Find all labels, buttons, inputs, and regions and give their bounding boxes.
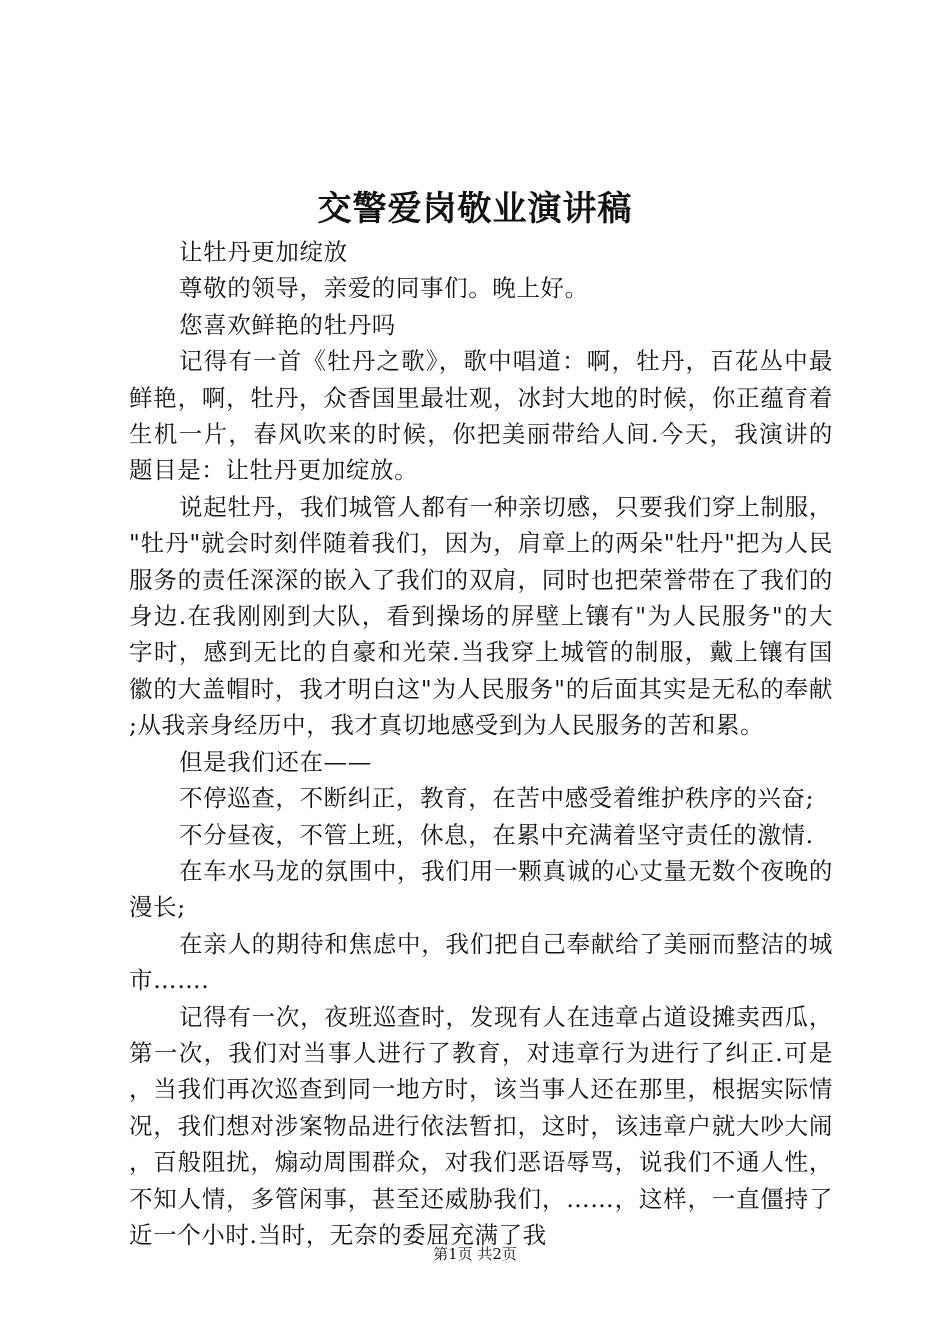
paragraph: 在车水马龙的氛围中，我们用一颗真诚的心丈量无数个夜晚的漫长; [129, 856, 833, 922]
paragraph: 但是我们还在—— [179, 747, 372, 776]
paragraph: 不停巡查，不断纠正，教育，在苦中感受着维护秩序的兴奋; [179, 784, 815, 813]
page-footer: 第1页 共2页 [433, 1245, 517, 1263]
document-title: 交警爱岗敬业演讲稿 [317, 189, 633, 229]
paragraph: 在亲人的期待和焦虑中，我们把自己奉献给了美丽而整洁的城市……. [129, 929, 833, 995]
paragraph: 不分昼夜，不管上班，休息，在累中充满着坚守责任的激情. [179, 820, 814, 849]
document-body [129, 234, 833, 1253]
paragraph: 记得有一次，夜班巡查时，发现有人在违章占道设摊卖西瓜，第一次，我们对当事人进行了教育，对违章行为进行了纠正.可是，当我们再次巡查到同一地方时，该当事人还在那里，根据实际情况，我们想对涉案物品进行依法暂扣，这时，该违章户就大吵大闹，百般阻扰，煽动周围群众，对我们恶语辱骂，说我们不通人性，不知人情，多管闲事，甚至还威胁我们，……，这样，一直僵持了近一个小时.当时，无奈的委屈充满了我 [129, 1002, 833, 1249]
paragraph: 您喜欢鲜艳的牡丹吗 [179, 310, 396, 339]
paragraph: 说起牡丹，我们城管人都有一种亲切感，只要我们穿上制服，"牡丹"就会时刻伴随着我们，因为，肩章上的两朵"牡丹"把为人民服务的责任深深的嵌入了我们的双肩，同时也把荣誉带在了我们的身边.在我刚刚到大队，看到操场的屏壁上镶有"为人民服务"的大字时，感到无比的自豪和光荣.当我穿上城管的制服，戴上镶有国徽的大盖帽时，我才明白这"为人民服务"的后面其实是无私的奉献;从我亲身经历中，我才真切地感受到为人民服务的苦和累。 [129, 492, 833, 740]
paragraph: 记得有一首《牡丹之歌》，歌中唱道：啊，牡丹，百花丛中最鲜艳，啊，牡丹，众香国里最壮观，冰封大地的时候，你正蕴育着生机一片，春风吹来的时候，你把美丽带给人间.今天，我演讲的题目是：让牡丹更加绽放。 [129, 347, 833, 485]
paragraph: 尊敬的领导，亲爱的同事们。晚上好。 [179, 274, 589, 303]
paragraph: 让牡丹更加绽放 [179, 238, 348, 266]
